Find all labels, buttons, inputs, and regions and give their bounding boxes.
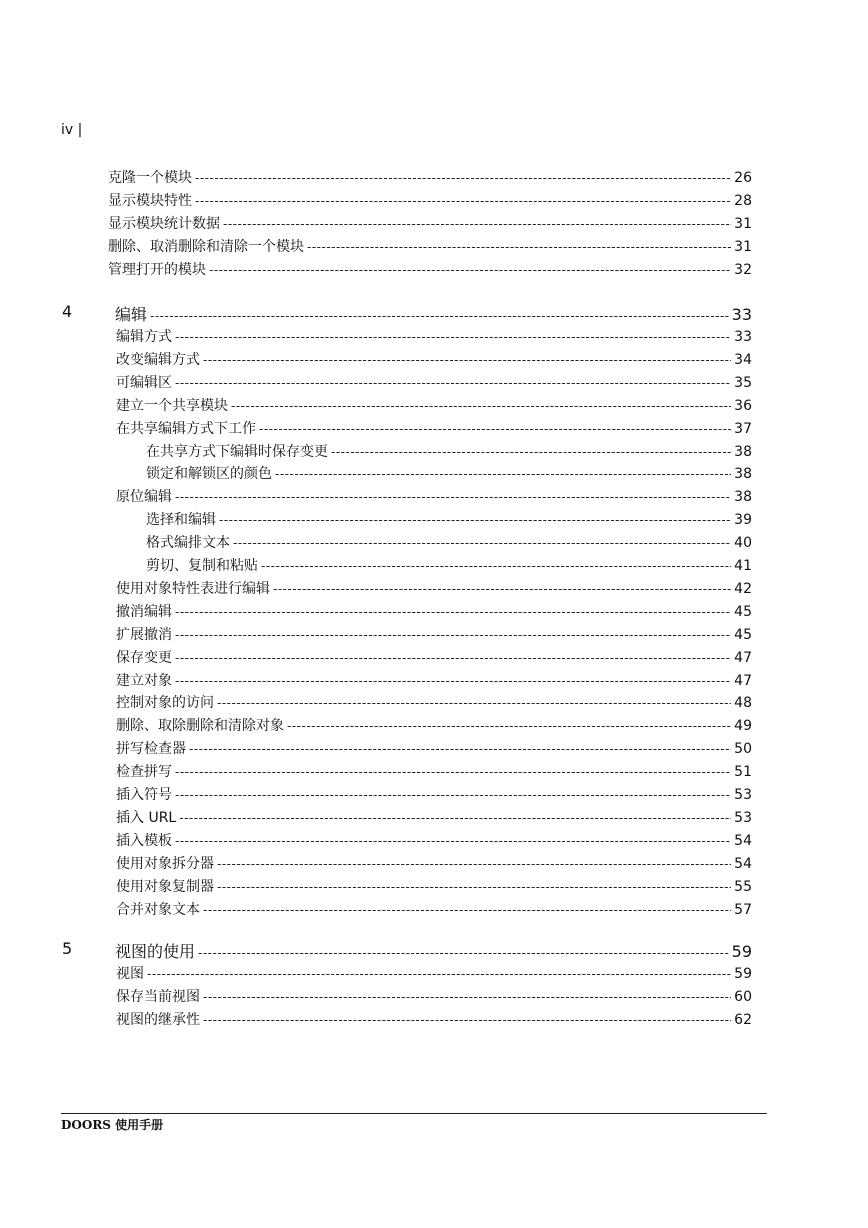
toc-entry-title: 扩展撤消 (116, 626, 172, 643)
toc-entry-title: 拼写检查器 (116, 741, 186, 758)
dot-leader (273, 582, 731, 596)
toc-entry[interactable] (146, 532, 752, 552)
toc-entry-title: 建立对象 (116, 672, 172, 689)
dot-leader (175, 788, 731, 802)
toc-page-number: 51 (734, 764, 752, 781)
toc-entry[interactable] (146, 441, 752, 461)
toc-page-number: 60 (734, 989, 752, 1005)
dot-leader (331, 445, 731, 459)
toc-entry-title: 视图的使用 (115, 942, 196, 961)
toc-page-number: 28 (734, 193, 752, 209)
toc-entry-title: 使用对象拆分器 (116, 855, 214, 872)
dot-leader (223, 217, 731, 231)
toc-entry-title: 原位编辑 (116, 489, 172, 506)
toc-chapter-heading[interactable] (115, 302, 752, 325)
toc-entry-title: 插入符号 (116, 787, 172, 803)
dot-leader (195, 194, 731, 208)
toc-chapter-heading[interactable] (115, 939, 752, 962)
toc-entry-title: 插入模板 (116, 832, 172, 849)
toc-entry-title: 删除、取除删除和清除对象 (116, 718, 284, 735)
toc-entry[interactable] (116, 715, 752, 735)
chapter-number: 5 (62, 939, 73, 958)
toc-entry-title: 在共享编辑方式下工作 (116, 420, 256, 437)
toc-entry-title: 剪切、复制和粘贴 (146, 558, 258, 574)
toc-entry[interactable] (108, 236, 752, 256)
toc-entry-title: 控制对象的访问 (116, 695, 214, 712)
toc-entry[interactable] (146, 555, 752, 575)
toc-page-number: 59 (734, 966, 752, 982)
toc-entry-title: 使用对象特性表进行编辑 (116, 580, 270, 597)
toc-page-number: 48 (734, 695, 752, 712)
dot-leader (219, 513, 731, 527)
dot-leader (198, 946, 729, 960)
toc-entry-title: 视图的继承性 (116, 1012, 200, 1028)
toc-entry-title: 撤消编辑 (116, 603, 172, 620)
toc-page-number: 37 (734, 420, 752, 437)
toc-entry[interactable] (116, 853, 752, 873)
toc-entry[interactable] (146, 463, 752, 483)
toc-page-number: 32 (734, 262, 752, 278)
dot-leader (175, 330, 731, 344)
toc-entry[interactable] (116, 372, 752, 392)
toc-entry[interactable] (116, 738, 752, 758)
toc-page-number: 26 (734, 170, 752, 186)
toc-page-number: 33 (731, 305, 752, 324)
toc-page-number: 45 (734, 603, 752, 620)
toc-entry[interactable] (116, 326, 752, 346)
dot-leader (175, 605, 731, 619)
toc-entry[interactable] (116, 899, 752, 919)
toc-entry[interactable] (116, 349, 752, 369)
toc-entry-title: 保存当前视图 (116, 989, 200, 1005)
toc-page-number: 42 (734, 580, 752, 597)
toc-page-number: 47 (734, 649, 752, 666)
dot-leader (217, 857, 731, 871)
toc-entry[interactable] (108, 259, 752, 279)
toc-entry[interactable] (116, 761, 752, 781)
toc-entry[interactable] (116, 986, 752, 1006)
dot-leader (175, 490, 731, 504)
toc-entry[interactable] (108, 190, 752, 210)
dot-leader (175, 834, 731, 848)
dot-leader (203, 990, 731, 1004)
dot-leader (217, 880, 731, 894)
toc-entry[interactable] (116, 486, 752, 506)
toc-page-number: 59 (731, 942, 752, 961)
toc-entry[interactable] (116, 578, 752, 598)
dot-leader (189, 742, 731, 756)
toc-entry[interactable] (116, 624, 752, 644)
dot-leader (275, 467, 731, 481)
toc-entry[interactable] (116, 395, 752, 415)
footer-divider (61, 1113, 767, 1114)
toc-page-number: 53 (734, 809, 752, 826)
toc-entry-title: 删除、取消删除和清除一个模块 (108, 239, 304, 255)
dot-leader (175, 765, 731, 779)
toc-page-number: 57 (734, 901, 752, 918)
toc-page-number: 38 (734, 443, 752, 460)
toc-page-number: 62 (734, 1012, 752, 1028)
toc-page-number: 36 (734, 397, 752, 414)
toc-page-number: 38 (734, 466, 752, 483)
toc-entry-title: 建立一个共享模块 (116, 397, 228, 414)
toc-entry[interactable] (116, 876, 752, 896)
toc-page-number: 31 (734, 239, 752, 255)
toc-entry-title: 编辑 (115, 305, 148, 324)
toc-entry[interactable] (116, 830, 752, 850)
dot-leader (175, 628, 731, 642)
toc-entry-title: 格式编排文本 (146, 535, 230, 552)
dot-leader (179, 811, 731, 825)
dot-leader (233, 536, 731, 550)
toc-entry-title: 检查拼写 (116, 764, 172, 781)
toc-page-number: 49 (734, 718, 752, 735)
toc-entry[interactable] (116, 807, 752, 827)
dot-leader (150, 309, 729, 323)
toc-entry-title: 显示模块统计数据 (108, 216, 220, 232)
toc-page-number: 54 (734, 832, 752, 849)
toc-entry-title: 锁定和解锁区的颜色 (146, 466, 272, 483)
dot-leader (147, 967, 731, 981)
page-number-header: iv | (61, 122, 83, 138)
toc-page-number: 47 (734, 672, 752, 689)
toc-page-number: 53 (734, 787, 752, 803)
dot-leader (217, 696, 731, 710)
toc-entry-title: 插入 URL (116, 809, 177, 826)
dot-leader (307, 240, 731, 254)
toc-entry[interactable] (116, 670, 752, 690)
toc-page-number: 38 (734, 489, 752, 506)
toc-page-number: 33 (734, 329, 752, 345)
dot-leader (259, 422, 731, 436)
dot-leader (203, 1013, 731, 1027)
toc-page-number: 39 (734, 512, 752, 529)
toc-entry-title: 合并对象文本 (116, 901, 200, 918)
dot-leader (231, 399, 731, 413)
footer-title: DOORS 使用手册 (61, 1118, 164, 1132)
dot-leader (209, 263, 731, 277)
toc-entry-title: 编辑方式 (116, 329, 172, 345)
dot-leader (203, 903, 731, 917)
toc-page-number: 31 (734, 216, 752, 232)
dot-leader (203, 353, 731, 367)
toc-entry[interactable] (108, 213, 752, 233)
toc-entry[interactable] (116, 418, 752, 438)
dot-leader (175, 376, 731, 390)
toc-page-number: 35 (734, 374, 752, 391)
toc-entry-title: 可编辑区 (116, 374, 172, 391)
dot-leader (175, 651, 731, 665)
toc-entry-title: 改变编辑方式 (116, 351, 200, 368)
dot-leader (261, 559, 731, 573)
dot-leader (195, 171, 731, 185)
toc-page-number: 54 (734, 855, 752, 872)
toc-page-number: 41 (734, 558, 752, 574)
toc-entry-title: 视图 (116, 966, 144, 982)
dot-leader (287, 719, 731, 733)
toc-entry[interactable] (116, 1009, 752, 1029)
toc-entry[interactable] (116, 784, 752, 804)
toc-page-number: 40 (734, 535, 752, 552)
chapter-number: 4 (62, 302, 73, 321)
dot-leader (175, 674, 731, 688)
toc-entry-title: 显示模块特性 (108, 193, 192, 209)
toc-entry-title: 选择和编辑 (146, 512, 216, 529)
toc-entry[interactable] (146, 509, 752, 529)
toc-entry-title: 使用对象复制器 (116, 878, 214, 895)
toc-entry-title: 保存变更 (116, 649, 172, 666)
toc-page-number: 50 (734, 741, 752, 758)
toc-entry[interactable] (116, 963, 752, 983)
toc-page-number: 34 (734, 351, 752, 368)
toc-entry-title: 克隆一个模块 (108, 170, 192, 186)
toc-page-number: 55 (734, 878, 752, 895)
toc-entry[interactable] (116, 647, 752, 667)
toc-entry[interactable] (116, 601, 752, 621)
toc-entry[interactable] (116, 692, 752, 712)
toc-entry-title: 管理打开的模块 (108, 262, 206, 278)
toc-entry[interactable] (108, 167, 752, 187)
toc-page-number: 45 (734, 626, 752, 643)
toc-entry-title: 在共享方式下编辑时保存变更 (146, 443, 328, 460)
